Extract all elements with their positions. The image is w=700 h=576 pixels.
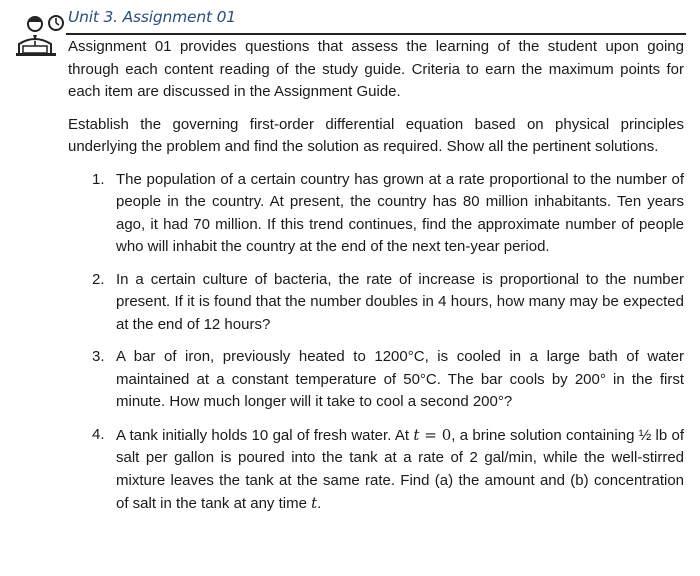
instructions-paragraph: Establish the governing first-order differential equation based on physical principles underlying the problem and find the solution as required. Show all the pertinent solutions. bbox=[68, 115, 684, 155]
math-equation: = 0 bbox=[419, 425, 452, 444]
problem-text: In a certain culture of bacteria, the rate of increase is proportional to the number present. If it is found that the number doubles in 4 hours, how many may be expected at the end of 12 hours? bbox=[116, 270, 684, 333]
list-item bbox=[92, 169, 684, 259]
problem-number: 2. bbox=[92, 270, 105, 288]
list-item bbox=[92, 346, 684, 414]
title-divider bbox=[66, 33, 686, 35]
problem-text-a: A tank initially holds 10 gal of fresh water. At bbox=[116, 426, 414, 444]
problem-number: 3. bbox=[92, 348, 105, 365]
list-item bbox=[92, 269, 684, 337]
problem-text-end: . bbox=[317, 495, 322, 512]
problem-text-b: , a brine solution containing ½ lb of salt per gallon is poured into the tank at a rate of 2 gal/min, while the well-stirred mixture leaves the tank at the same rate. Find (a) the amount and (b) concentration of salt in the tank at any time bbox=[116, 426, 684, 512]
problem-number: 4. bbox=[92, 425, 105, 443]
problem-number: 1. bbox=[92, 170, 105, 188]
instructor-icon bbox=[14, 8, 64, 68]
problem-text: A bar of iron, previously heated to 1200°C, is cooled in a large bath of water maintained at a constant temperature of 50°C. The bar cools by 200° in the first minute. How much longer will it take to cool a second 200°? bbox=[116, 348, 684, 410]
assignment-body bbox=[68, 36, 684, 526]
intro-paragraph: Assignment 01 provides questions that assess the learning of the student upon going through each content reading of the study guide. Criteria to earn the maximum points for each item are discussed in the Assignment Guide. bbox=[68, 38, 684, 100]
page-title: Unit 3. Assignment 01 bbox=[68, 8, 236, 26]
problem-list bbox=[68, 169, 684, 516]
math-variable-t: t bbox=[311, 494, 318, 512]
problem-text: The population of a certain country has grown at a rate proportional to the number of people in the country. At present, the country has 80 million inhabitants. Ten years ago, it had 70 million. If this trend continues, find the approximate number of people who will inhabit the country at the end of the next ten-year period. bbox=[116, 170, 684, 255]
list-item bbox=[92, 424, 684, 516]
math-variable-t: t bbox=[413, 425, 420, 444]
